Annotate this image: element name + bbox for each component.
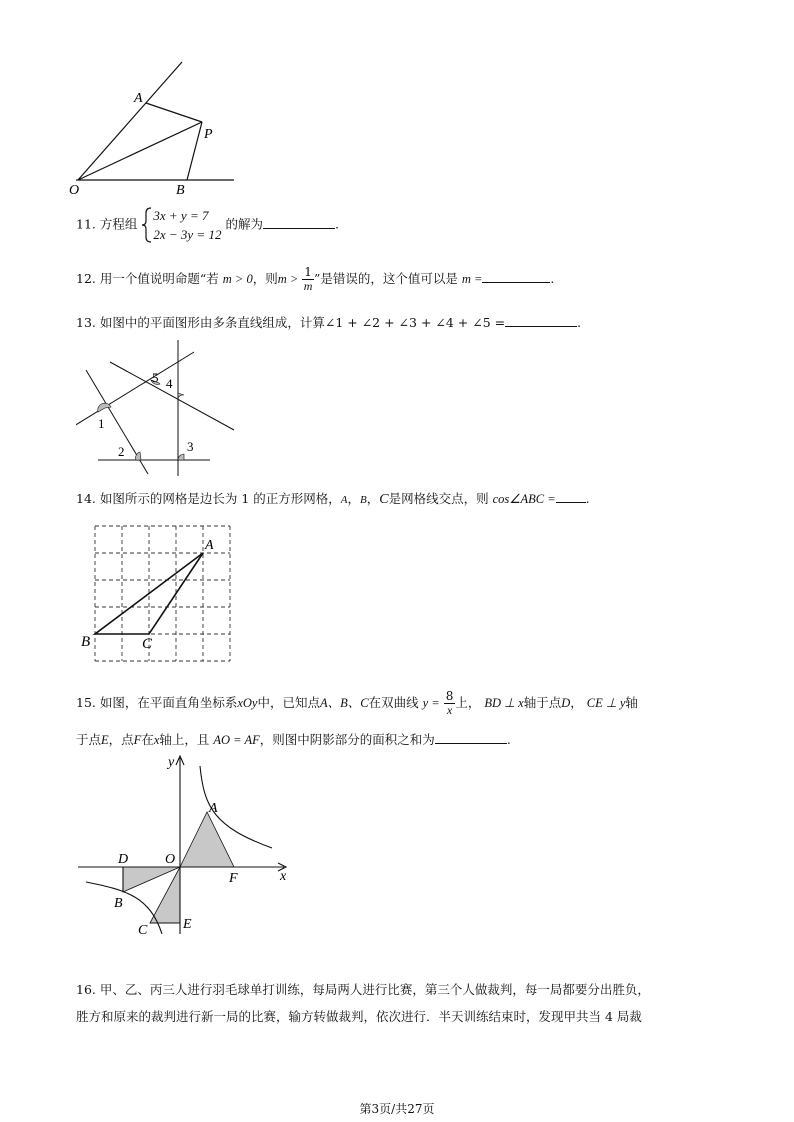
question-12	[76, 266, 554, 293]
label-B: B	[176, 183, 185, 198]
point-label-B: B	[114, 896, 123, 911]
page-footer: 第3页/共27页	[359, 1102, 435, 1116]
q15-line2-b: ，点	[108, 732, 134, 747]
q11-suffix: 的解为	[225, 216, 263, 232]
q12-text-a: 12. 用一个值说明命题“若	[76, 271, 219, 286]
angle-label-5: 5	[152, 370, 159, 385]
fraction	[302, 266, 314, 293]
label-P: P	[204, 127, 213, 142]
q12-end: .	[550, 271, 555, 286]
question-13	[76, 314, 581, 332]
q15-text-d: 上，	[455, 695, 481, 710]
grid-label-B: B	[81, 634, 91, 650]
brace-icon	[141, 207, 153, 243]
q15-text-f: 轴	[625, 695, 638, 710]
q11-prefix: 方程组	[99, 216, 138, 232]
q15-xoy: xOy	[237, 696, 258, 710]
q12-lhs: m >	[277, 272, 299, 286]
equation-2: 2x − 3y = 12	[153, 227, 222, 242]
q15-text-b: 中，已知点	[257, 695, 320, 710]
coordinate-figure	[72, 752, 297, 942]
q13-text: 13. 如图中的平面图形由多条直线组成，计算∠1 + ∠2 + ∠3 + ∠4 + ∠5 =	[76, 315, 506, 330]
lines-figure	[76, 338, 246, 478]
point-label-C: C	[138, 923, 148, 938]
question-14	[76, 490, 590, 509]
answer-blank	[505, 314, 577, 327]
point-label-A: A	[209, 801, 218, 816]
grid-label-C: C	[142, 636, 153, 652]
q13-end: .	[577, 315, 582, 330]
q12-text-c: ”是错误的，这个值可以是	[313, 271, 458, 286]
fraction-denominator: x	[446, 703, 453, 717]
angle-label-1: 1	[98, 416, 105, 431]
q14-text-b: 是网格线交点，则	[388, 491, 489, 506]
q14-point-c: C	[379, 492, 389, 507]
angle-figure	[66, 58, 246, 198]
q15-text-e: 轴于点	[523, 695, 562, 710]
q14-point-b: B	[360, 494, 367, 506]
angle-label-3: 3	[187, 439, 194, 454]
q15-point-e: E	[101, 733, 109, 747]
point-label-F: F	[229, 871, 238, 886]
q11-number: 11.	[76, 216, 96, 232]
fraction-numerator: 8	[445, 689, 454, 703]
q15-line2-e: ，则图中阴影部分的面积之和为	[259, 732, 435, 747]
q15-line2-a: 于点	[76, 732, 102, 747]
answer-blank	[263, 216, 335, 229]
fraction-numerator: 1	[304, 265, 312, 279]
q14-sep-1: ，	[347, 491, 361, 506]
question-16-line-2: 胜方和原来的裁判进行新一局的比赛，输方转做裁判，依次进行．半天训练结束时，发现甲共当 4 局裁	[76, 1009, 642, 1024]
q15-aoaf: AO = AF	[213, 733, 260, 747]
label-O: O	[69, 183, 80, 198]
q15-points: A、B、C	[320, 696, 369, 710]
label-A: A	[134, 91, 143, 106]
q14-end: .	[585, 491, 590, 506]
q14-sep-2: ，	[366, 491, 380, 506]
q15-end: .	[506, 732, 511, 747]
point-label-E: E	[183, 917, 192, 932]
q14-text-a: 14. 如图所示的网格是边长为 1 的正方形网格，	[76, 491, 341, 506]
question-15-line-1	[76, 690, 638, 717]
q11-end: .	[334, 216, 339, 232]
q12-answer-lhs: m =	[461, 272, 483, 286]
q15-comma: ，	[570, 695, 583, 710]
question-16-line-1: 16. 甲、乙、丙三人进行羽毛球单打训练，每局两人进行比赛，第三个人做裁判，每一局都要分出胜负，	[76, 982, 650, 997]
axis-label-x: x	[280, 869, 287, 884]
q12-condition: m > 0	[222, 272, 253, 286]
q14-cos: cos∠ABC =	[492, 492, 556, 506]
q15-line2-d: 轴上，且	[159, 732, 210, 747]
answer-blank	[435, 731, 507, 744]
q15-bd: BD ⊥ x	[484, 696, 524, 710]
answer-blank	[556, 490, 586, 503]
question-11	[76, 206, 339, 244]
q12-text-b: ，则	[252, 271, 278, 286]
hyperbola-fraction	[444, 690, 456, 717]
q15-text-c: 在双曲线	[368, 695, 419, 710]
q15-line2-c: 在	[141, 732, 154, 747]
q15-point-f: F	[133, 733, 142, 747]
point-label-D: D	[118, 852, 129, 867]
q15-ce: CE ⊥ y	[586, 696, 626, 710]
point-label-O: O	[165, 852, 176, 867]
q15-yeq: y =	[422, 696, 440, 710]
angle-label-2: 2	[118, 444, 125, 459]
axis-label-y: y	[168, 755, 175, 770]
angle-label-4: 4	[166, 376, 173, 391]
question-15-line-2	[76, 731, 511, 749]
q14-point-a: A	[340, 494, 348, 506]
grid-label-A: A	[205, 538, 214, 553]
q15-text-a: 15. 如图，在平面直角坐标系	[76, 695, 238, 710]
equation-1: 3x + y = 7	[153, 208, 209, 223]
equation-system	[141, 206, 221, 244]
q15-x: x	[153, 733, 160, 747]
answer-blank	[482, 270, 550, 283]
q15-point-d: D	[561, 696, 571, 710]
fraction-denominator: m	[303, 279, 313, 293]
grid-figure	[78, 520, 243, 668]
